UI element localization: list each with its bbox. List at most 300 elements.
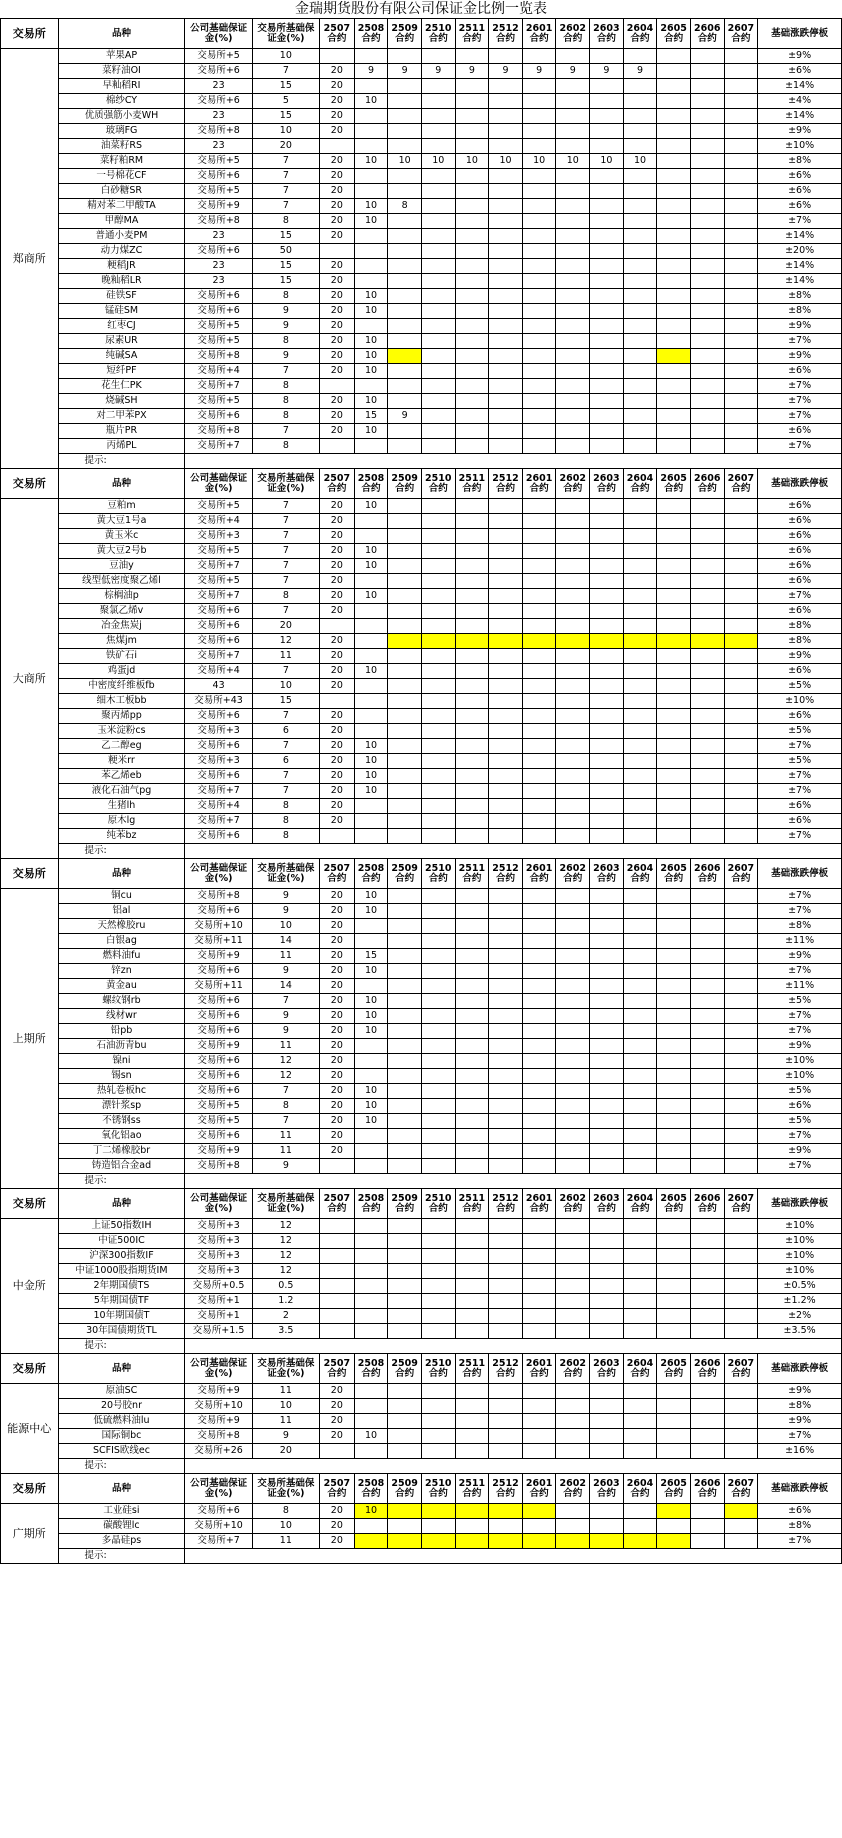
contract-margin bbox=[489, 229, 523, 244]
price-limit: ±10% bbox=[758, 1219, 842, 1234]
exchange-margin: 15 bbox=[252, 229, 319, 244]
company-margin: 23 bbox=[185, 79, 252, 94]
contract-margin: 20 bbox=[319, 589, 354, 604]
contract-margin: 20 bbox=[319, 1144, 354, 1159]
column-header: 2604合约 bbox=[623, 19, 657, 49]
contract-margin bbox=[556, 199, 590, 214]
product-name: 乙二醇eg bbox=[58, 739, 185, 754]
contract-margin bbox=[522, 409, 556, 424]
contract-margin bbox=[690, 394, 724, 409]
contract-margin: 9 bbox=[489, 64, 523, 79]
column-header: 2604合约 bbox=[623, 859, 657, 889]
company-margin: 交易所+0.5 bbox=[185, 1279, 252, 1294]
product-name: 石油沥青bu bbox=[58, 1039, 185, 1054]
contract-margin: 20 bbox=[319, 664, 354, 679]
contract-margin bbox=[354, 124, 388, 139]
contract-margin bbox=[623, 979, 657, 994]
product-name: 铸造铝合金ad bbox=[58, 1159, 185, 1174]
contract-margin bbox=[690, 994, 724, 1009]
contract-margin bbox=[388, 1279, 422, 1294]
contract-margin bbox=[724, 1399, 758, 1414]
contract-margin bbox=[455, 589, 489, 604]
price-limit: ±7% bbox=[758, 1009, 842, 1024]
contract-margin bbox=[590, 1264, 624, 1279]
contract-margin bbox=[319, 619, 354, 634]
contract-margin bbox=[522, 379, 556, 394]
column-header: 2606合约 bbox=[690, 1474, 724, 1504]
contract-margin bbox=[623, 664, 657, 679]
contract-margin bbox=[388, 1069, 422, 1084]
contract-margin bbox=[724, 1039, 758, 1054]
contract-margin bbox=[690, 349, 724, 364]
contract-margin bbox=[657, 64, 691, 79]
column-header: 2512合约 bbox=[489, 859, 523, 889]
column-header: 2604合约 bbox=[623, 1189, 657, 1219]
exchange-margin: 9 bbox=[252, 904, 319, 919]
contract-margin bbox=[657, 394, 691, 409]
column-header: 2508合约 bbox=[354, 469, 388, 499]
product-name: 硅铁SF bbox=[58, 289, 185, 304]
contract-margin bbox=[319, 1324, 354, 1339]
table-row bbox=[1, 1384, 842, 1399]
contract-margin bbox=[319, 1279, 354, 1294]
company-margin: 交易所+5 bbox=[185, 319, 252, 334]
contract-margin bbox=[590, 799, 624, 814]
contract-margin bbox=[489, 724, 523, 739]
contract-margin bbox=[690, 439, 724, 454]
contract-margin bbox=[489, 394, 523, 409]
contract-margin: 10 bbox=[354, 904, 388, 919]
contract-margin bbox=[522, 49, 556, 64]
contract-margin: 9 bbox=[388, 409, 422, 424]
contract-margin: 9 bbox=[623, 64, 657, 79]
exchange-margin: 12 bbox=[252, 1219, 319, 1234]
contract-margin bbox=[657, 994, 691, 1009]
contract-margin bbox=[421, 1159, 455, 1174]
column-header: 2512合约 bbox=[489, 19, 523, 49]
contract-margin bbox=[556, 814, 590, 829]
contract-margin bbox=[590, 139, 624, 154]
contract-margin bbox=[690, 964, 724, 979]
contract-margin bbox=[556, 334, 590, 349]
contract-margin bbox=[489, 1129, 523, 1144]
contract-margin bbox=[489, 1054, 523, 1069]
exchange-margin: 2 bbox=[252, 1309, 319, 1324]
product-name: 螺纹钢rb bbox=[58, 994, 185, 1009]
exchange-margin: 10 bbox=[252, 124, 319, 139]
contract-margin bbox=[522, 1504, 556, 1519]
contract-margin bbox=[421, 979, 455, 994]
table-row bbox=[1, 679, 842, 694]
table-row bbox=[1, 649, 842, 664]
contract-margin bbox=[590, 109, 624, 124]
contract-margin bbox=[690, 739, 724, 754]
product-name: 沪深300指数IF bbox=[58, 1249, 185, 1264]
company-margin: 交易所+7 bbox=[185, 649, 252, 664]
contract-margin bbox=[590, 424, 624, 439]
contract-margin: 20 bbox=[319, 364, 354, 379]
company-margin: 交易所+8 bbox=[185, 1429, 252, 1444]
contract-margin bbox=[657, 289, 691, 304]
price-limit: ±6% bbox=[758, 559, 842, 574]
contract-margin bbox=[489, 1324, 523, 1339]
contract-margin bbox=[724, 244, 758, 259]
price-limit: ±6% bbox=[758, 424, 842, 439]
contract-margin bbox=[724, 619, 758, 634]
company-margin: 交易所+6 bbox=[185, 1504, 252, 1519]
contract-margin bbox=[690, 1309, 724, 1324]
contract-margin bbox=[724, 769, 758, 784]
contract-margin bbox=[623, 1234, 657, 1249]
contract-margin bbox=[522, 574, 556, 589]
contract-margin bbox=[657, 319, 691, 334]
contract-margin bbox=[724, 349, 758, 364]
contract-margin bbox=[522, 1429, 556, 1444]
column-header: 2512合约 bbox=[489, 1354, 523, 1384]
contract-margin bbox=[455, 1384, 489, 1399]
contract-margin bbox=[590, 589, 624, 604]
company-margin: 交易所+6 bbox=[185, 739, 252, 754]
price-limit: ±6% bbox=[758, 529, 842, 544]
contract-margin: 20 bbox=[319, 814, 354, 829]
contract-margin bbox=[489, 304, 523, 319]
table-row bbox=[1, 499, 842, 514]
contract-margin bbox=[388, 544, 422, 559]
contract-margin bbox=[623, 289, 657, 304]
product-name: 聚氯乙烯v bbox=[58, 604, 185, 619]
contract-margin bbox=[623, 574, 657, 589]
contract-margin bbox=[522, 664, 556, 679]
contract-margin bbox=[421, 919, 455, 934]
contract-margin bbox=[455, 109, 489, 124]
price-limit: ±7% bbox=[758, 1129, 842, 1144]
contract-margin bbox=[354, 1309, 388, 1324]
exchange-margin: 14 bbox=[252, 979, 319, 994]
company-margin: 交易所+26 bbox=[185, 1444, 252, 1459]
contract-margin bbox=[522, 214, 556, 229]
column-header: 2512合约 bbox=[489, 469, 523, 499]
price-limit: ±7% bbox=[758, 334, 842, 349]
contract-margin bbox=[489, 109, 523, 124]
contract-margin bbox=[724, 679, 758, 694]
column-header: 2508合约 bbox=[354, 1189, 388, 1219]
contract-margin bbox=[522, 559, 556, 574]
company-margin: 交易所+5 bbox=[185, 154, 252, 169]
contract-margin: 10 bbox=[556, 154, 590, 169]
contract-margin bbox=[690, 604, 724, 619]
contract-margin bbox=[556, 619, 590, 634]
contract-margin bbox=[489, 1039, 523, 1054]
contract-margin bbox=[623, 1114, 657, 1129]
product-name: 工业硅si bbox=[58, 1504, 185, 1519]
contract-margin bbox=[590, 634, 624, 649]
contract-margin: 20 bbox=[319, 334, 354, 349]
table-row bbox=[1, 889, 842, 904]
table-row bbox=[1, 1219, 842, 1234]
contract-margin bbox=[657, 679, 691, 694]
contract-margin: 20 bbox=[319, 1054, 354, 1069]
contract-margin bbox=[690, 889, 724, 904]
contract-margin bbox=[522, 1039, 556, 1054]
price-limit: ±5% bbox=[758, 679, 842, 694]
contract-margin bbox=[556, 694, 590, 709]
company-margin: 交易所+6 bbox=[185, 1024, 252, 1039]
table-row bbox=[1, 184, 842, 199]
contract-margin bbox=[724, 889, 758, 904]
company-margin: 23 bbox=[185, 109, 252, 124]
column-header: 2602合约 bbox=[556, 1354, 590, 1384]
contract-margin bbox=[354, 1294, 388, 1309]
contract-margin bbox=[556, 574, 590, 589]
contract-margin bbox=[388, 589, 422, 604]
price-limit: ±9% bbox=[758, 649, 842, 664]
company-margin: 交易所+6 bbox=[185, 709, 252, 724]
price-limit: ±6% bbox=[758, 544, 842, 559]
contract-margin bbox=[522, 1444, 556, 1459]
price-limit: ±8% bbox=[758, 304, 842, 319]
company-margin: 交易所+8 bbox=[185, 1159, 252, 1174]
product-name: 油菜籽RS bbox=[58, 139, 185, 154]
contract-margin bbox=[455, 679, 489, 694]
contract-margin bbox=[388, 814, 422, 829]
table-row bbox=[1, 154, 842, 169]
contract-margin: 20 bbox=[319, 649, 354, 664]
column-header: 品种 bbox=[58, 469, 185, 499]
contract-margin bbox=[623, 814, 657, 829]
contract-margin bbox=[388, 559, 422, 574]
contract-margin bbox=[489, 769, 523, 784]
contract-margin bbox=[657, 574, 691, 589]
column-header: 2511合约 bbox=[455, 19, 489, 49]
contract-margin: 20 bbox=[319, 1039, 354, 1054]
table-row bbox=[1, 94, 842, 109]
contract-margin bbox=[657, 1024, 691, 1039]
contract-margin bbox=[724, 1234, 758, 1249]
contract-margin bbox=[657, 814, 691, 829]
contract-margin bbox=[690, 319, 724, 334]
company-margin: 交易所+9 bbox=[185, 199, 252, 214]
column-header: 2603合约 bbox=[590, 859, 624, 889]
product-name: 粳稻JR bbox=[58, 259, 185, 274]
contract-margin bbox=[421, 1249, 455, 1264]
contract-margin bbox=[522, 1399, 556, 1414]
contract-margin bbox=[556, 769, 590, 784]
contract-margin bbox=[455, 1009, 489, 1024]
price-limit: ±7% bbox=[758, 394, 842, 409]
contract-margin bbox=[556, 1279, 590, 1294]
contract-margin bbox=[522, 1309, 556, 1324]
contract-margin bbox=[455, 979, 489, 994]
company-margin: 交易所+5 bbox=[185, 544, 252, 559]
contract-margin bbox=[657, 349, 691, 364]
product-name: 原木lg bbox=[58, 814, 185, 829]
contract-margin bbox=[354, 1324, 388, 1339]
contract-margin bbox=[690, 709, 724, 724]
company-margin: 交易所+6 bbox=[185, 304, 252, 319]
contract-margin bbox=[690, 1129, 724, 1144]
exchange-margin: 11 bbox=[252, 1534, 319, 1549]
column-header: 2606合约 bbox=[690, 859, 724, 889]
contract-margin bbox=[421, 1144, 455, 1159]
contract-margin bbox=[354, 634, 388, 649]
contract-margin bbox=[421, 1384, 455, 1399]
contract-margin bbox=[657, 1504, 691, 1519]
product-name: 碳酸锂lc bbox=[58, 1519, 185, 1534]
column-header: 2511合约 bbox=[455, 1354, 489, 1384]
contract-margin bbox=[421, 574, 455, 589]
exchange-margin: 20 bbox=[252, 1444, 319, 1459]
contract-margin bbox=[657, 724, 691, 739]
contract-margin bbox=[455, 244, 489, 259]
contract-margin bbox=[421, 499, 455, 514]
contract-margin bbox=[556, 79, 590, 94]
contract-margin bbox=[724, 79, 758, 94]
contract-margin bbox=[556, 649, 590, 664]
contract-margin bbox=[623, 229, 657, 244]
price-limit: ±9% bbox=[758, 949, 842, 964]
contract-margin bbox=[657, 1129, 691, 1144]
exchange-margin: 11 bbox=[252, 1414, 319, 1429]
contract-margin bbox=[489, 814, 523, 829]
company-margin: 交易所+5 bbox=[185, 499, 252, 514]
product-name: 丁二烯橡胶br bbox=[58, 1144, 185, 1159]
contract-margin bbox=[690, 334, 724, 349]
contract-margin bbox=[388, 619, 422, 634]
contract-margin bbox=[489, 1084, 523, 1099]
contract-margin bbox=[489, 1399, 523, 1414]
column-header: 2605合约 bbox=[657, 469, 691, 499]
contract-margin: 20 bbox=[319, 544, 354, 559]
contract-margin bbox=[590, 1294, 624, 1309]
contract-margin bbox=[657, 214, 691, 229]
contract-margin bbox=[556, 1024, 590, 1039]
contract-margin bbox=[489, 679, 523, 694]
contract-margin bbox=[657, 1519, 691, 1534]
exchange-margin: 8 bbox=[252, 589, 319, 604]
price-limit: ±16% bbox=[758, 1444, 842, 1459]
contract-margin bbox=[455, 184, 489, 199]
contract-margin bbox=[522, 979, 556, 994]
price-limit: ±14% bbox=[758, 259, 842, 274]
price-limit: ±14% bbox=[758, 79, 842, 94]
contract-margin: 20 bbox=[319, 1429, 354, 1444]
contract-margin: 10 bbox=[354, 334, 388, 349]
contract-margin: 20 bbox=[319, 1504, 354, 1519]
contract-margin bbox=[724, 919, 758, 934]
table-row bbox=[1, 1279, 842, 1294]
contract-margin bbox=[421, 259, 455, 274]
contract-margin: 10 bbox=[388, 154, 422, 169]
product-name: 黄大豆2号b bbox=[58, 544, 185, 559]
table-row bbox=[1, 1054, 842, 1069]
contract-margin bbox=[354, 184, 388, 199]
column-header: 品种 bbox=[58, 1354, 185, 1384]
contract-margin: 10 bbox=[354, 664, 388, 679]
column-header: 2601合约 bbox=[522, 1189, 556, 1219]
contract-margin bbox=[657, 1219, 691, 1234]
contract-margin bbox=[690, 1294, 724, 1309]
contract-margin bbox=[455, 649, 489, 664]
contract-margin bbox=[556, 634, 590, 649]
contract-margin bbox=[724, 1069, 758, 1084]
contract-margin bbox=[489, 904, 523, 919]
hint-row bbox=[1, 1174, 842, 1189]
exchange-margin: 6 bbox=[252, 754, 319, 769]
product-name: 聚丙烯pp bbox=[58, 709, 185, 724]
contract-margin bbox=[421, 214, 455, 229]
price-limit: ±10% bbox=[758, 1069, 842, 1084]
product-name: 黄玉米c bbox=[58, 529, 185, 544]
contract-margin bbox=[455, 1249, 489, 1264]
contract-margin bbox=[724, 94, 758, 109]
contract-margin bbox=[590, 919, 624, 934]
contract-margin bbox=[489, 334, 523, 349]
contract-margin bbox=[556, 1219, 590, 1234]
contract-margin bbox=[657, 409, 691, 424]
product-name: 线型低密度聚乙烯l bbox=[58, 574, 185, 589]
contract-margin bbox=[590, 1159, 624, 1174]
contract-margin bbox=[724, 1504, 758, 1519]
contract-margin bbox=[556, 109, 590, 124]
price-limit: ±6% bbox=[758, 184, 842, 199]
contract-margin bbox=[657, 109, 691, 124]
contract-margin bbox=[724, 304, 758, 319]
contract-margin bbox=[421, 1294, 455, 1309]
contract-margin bbox=[657, 514, 691, 529]
table-row bbox=[1, 799, 842, 814]
company-margin: 交易所+1 bbox=[185, 1309, 252, 1324]
contract-margin bbox=[590, 1024, 624, 1039]
hint-content bbox=[185, 844, 842, 859]
contract-margin bbox=[455, 1264, 489, 1279]
contract-margin bbox=[388, 1114, 422, 1129]
contract-margin: 20 bbox=[319, 529, 354, 544]
company-margin: 交易所+7 bbox=[185, 379, 252, 394]
contract-margin bbox=[455, 49, 489, 64]
contract-margin bbox=[690, 1504, 724, 1519]
exchange-margin: 9 bbox=[252, 1159, 319, 1174]
table-row bbox=[1, 1249, 842, 1264]
contract-margin bbox=[455, 784, 489, 799]
table-row bbox=[1, 1534, 842, 1549]
contract-margin bbox=[354, 139, 388, 154]
contract-margin: 10 bbox=[354, 1009, 388, 1024]
contract-margin bbox=[354, 799, 388, 814]
company-margin: 交易所+6 bbox=[185, 904, 252, 919]
contract-margin bbox=[489, 709, 523, 724]
contract-margin bbox=[690, 259, 724, 274]
contract-margin bbox=[489, 1069, 523, 1084]
contract-margin bbox=[388, 1444, 422, 1459]
contract-margin bbox=[623, 1099, 657, 1114]
contract-margin bbox=[724, 1114, 758, 1129]
contract-margin bbox=[690, 1399, 724, 1414]
contract-margin: 9 bbox=[354, 64, 388, 79]
contract-margin: 20 bbox=[319, 994, 354, 1009]
exchange-margin: 7 bbox=[252, 154, 319, 169]
contract-margin bbox=[354, 514, 388, 529]
contract-margin bbox=[455, 1444, 489, 1459]
contract-margin bbox=[623, 1069, 657, 1084]
contract-margin bbox=[590, 1219, 624, 1234]
contract-margin bbox=[522, 829, 556, 844]
company-margin: 交易所+3 bbox=[185, 754, 252, 769]
contract-margin bbox=[590, 334, 624, 349]
table-row bbox=[1, 964, 842, 979]
contract-margin bbox=[724, 1309, 758, 1324]
contract-margin bbox=[388, 79, 422, 94]
contract-margin bbox=[455, 124, 489, 139]
